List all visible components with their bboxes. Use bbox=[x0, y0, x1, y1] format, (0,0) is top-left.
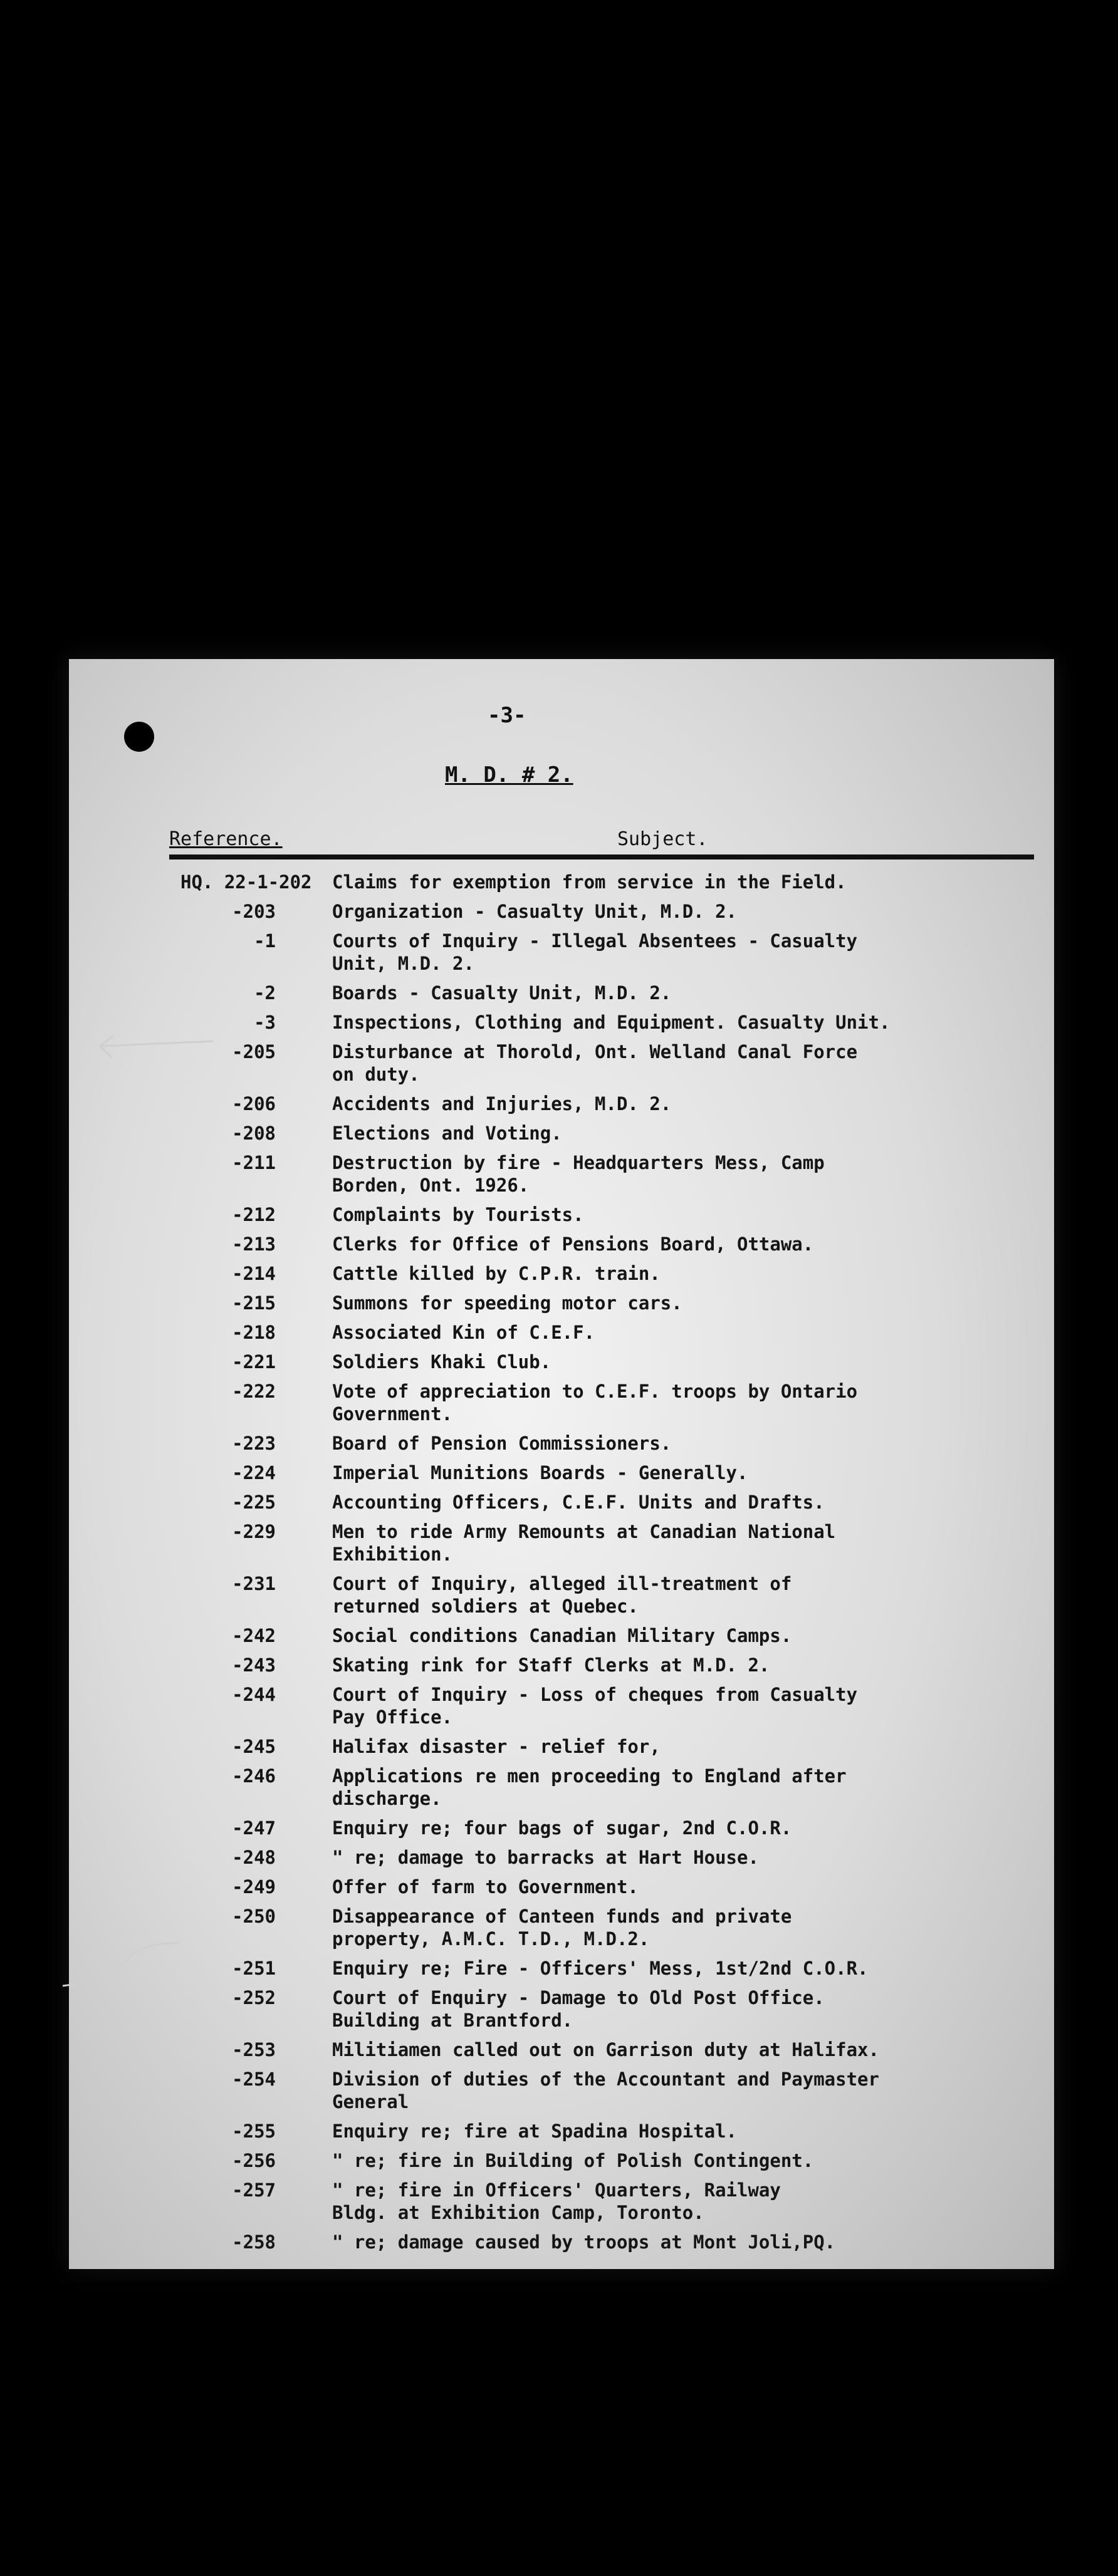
entry-reference: -212 bbox=[232, 1204, 276, 1225]
margin-pen-stroke bbox=[0, 1929, 188, 2005]
entry-subject: " re; damage caused by troops at Mont Joli,PQ. bbox=[332, 2231, 836, 2253]
entry-reference: -246 bbox=[232, 1765, 276, 1787]
entry-subject: Cattle killed by C.P.R. train. bbox=[332, 1263, 661, 1284]
entry-subject: Enquiry re; fire at Spadina Hospital. bbox=[332, 2121, 738, 2142]
list-item bbox=[69, 1093, 1054, 1115]
entry-subject: Imperial Munitions Boards - Generally. bbox=[332, 1462, 748, 1483]
entry-reference: -208 bbox=[232, 1123, 276, 1144]
entry-reference: -221 bbox=[232, 1351, 276, 1373]
subject-column-header: Subject. bbox=[617, 828, 708, 850]
entry-reference: -258 bbox=[232, 2231, 276, 2253]
entry-subject: " re; fire in Building of Polish Contingent. bbox=[332, 2150, 814, 2171]
list-item bbox=[69, 1432, 1054, 1455]
column-header-row bbox=[169, 828, 1015, 856]
entry-reference: -250 bbox=[232, 1906, 276, 1927]
entry-subject: Disturbance at Thorold, Ont. Welland Canal Force on duty. bbox=[332, 1041, 858, 1085]
list-item bbox=[69, 1351, 1054, 1373]
entry-reference: -211 bbox=[232, 1152, 276, 1173]
entry-reference: -225 bbox=[232, 1492, 276, 1513]
entry-subject: Accounting Officers, C.E.F. Units and Drafts. bbox=[332, 1492, 825, 1513]
entry-subject: Clerks for Office of Pensions Board, Ottawa. bbox=[332, 1233, 814, 1255]
entry-subject: Complaints by Tourists. bbox=[332, 1204, 584, 1225]
entry-subject: Boards - Casualty Unit, M.D. 2. bbox=[332, 982, 672, 1004]
entry-reference: -3 bbox=[254, 1012, 276, 1033]
entry-subject: Court of Enquiry - Damage to Old Post Office. Building at Brantford. bbox=[332, 1987, 825, 2031]
entry-reference: -2 bbox=[254, 982, 276, 1004]
entry-reference: -254 bbox=[232, 2069, 276, 2090]
entry-reference: -253 bbox=[232, 2039, 276, 2060]
list-item bbox=[69, 1987, 1054, 2032]
entry-list bbox=[69, 871, 1054, 2260]
list-item bbox=[69, 2149, 1054, 2172]
entry-reference: -223 bbox=[232, 1433, 276, 1454]
entry-subject: Court of Inquiry, alleged ill-treatment of returned soldiers at Quebec. bbox=[332, 1573, 792, 1617]
list-item bbox=[69, 1151, 1054, 1197]
list-item bbox=[69, 1122, 1054, 1145]
entry-subject: Accidents and Injuries, M.D. 2. bbox=[332, 1093, 672, 1114]
entry-reference: -249 bbox=[232, 1876, 276, 1898]
list-item bbox=[69, 1735, 1054, 1758]
entry-reference: -242 bbox=[232, 1625, 276, 1646]
list-item bbox=[69, 930, 1054, 975]
entry-reference: -248 bbox=[232, 1847, 276, 1868]
entry-reference: -205 bbox=[232, 1041, 276, 1062]
reference-column-header: Reference. bbox=[169, 828, 283, 850]
list-item bbox=[69, 1462, 1054, 1484]
list-item bbox=[69, 871, 1054, 893]
entry-reference: -224 bbox=[232, 1462, 276, 1483]
entry-subject: Applications re men proceeding to England after discharge. bbox=[332, 1765, 847, 1809]
list-item bbox=[69, 1624, 1054, 1647]
list-item bbox=[69, 1957, 1054, 1980]
entry-reference: -222 bbox=[232, 1381, 276, 1402]
header-rule bbox=[169, 854, 1034, 860]
entry-reference: -213 bbox=[232, 1233, 276, 1255]
entry-reference: -214 bbox=[232, 1263, 276, 1284]
district-title: M. D. # 2. bbox=[445, 762, 573, 787]
punch-hole bbox=[124, 722, 154, 752]
list-item bbox=[69, 1203, 1054, 1226]
list-item bbox=[69, 1817, 1054, 1839]
list-item bbox=[69, 1262, 1054, 1285]
list-item bbox=[69, 1572, 1054, 1618]
list-item bbox=[69, 900, 1054, 923]
entry-subject: Enquiry re; four bags of sugar, 2nd C.O.R. bbox=[332, 1817, 792, 1839]
entry-subject: Enquiry re; Fire - Officers' Mess, 1st/2nd C.O.R. bbox=[332, 1958, 869, 1979]
list-item bbox=[69, 2068, 1054, 2113]
entry-reference: -245 bbox=[232, 1736, 276, 1757]
entry-subject: Social conditions Canadian Military Camps. bbox=[332, 1625, 792, 1646]
list-item bbox=[69, 1491, 1054, 1514]
entry-subject: Destruction by fire - Headquarters Mess, Camp Borden, Ont. 1926. bbox=[332, 1152, 825, 1196]
list-item bbox=[69, 2120, 1054, 2142]
entry-subject: Claims for exemption from service in the Field. bbox=[332, 871, 847, 893]
list-item bbox=[69, 1905, 1054, 1950]
entry-reference: -229 bbox=[232, 1521, 276, 1542]
entry-subject: Board of Pension Commissioners. bbox=[332, 1433, 672, 1454]
list-item bbox=[69, 1380, 1054, 1425]
list-item bbox=[69, 1520, 1054, 1566]
list-item bbox=[69, 2179, 1054, 2224]
entry-subject: Militiamen called out on Garrison duty at Halifax. bbox=[332, 2039, 879, 2060]
entry-reference: -244 bbox=[232, 1684, 276, 1705]
entry-reference: -203 bbox=[232, 901, 276, 922]
entry-subject: Men to ride Army Remounts at Canadian National Exhibition. bbox=[332, 1521, 836, 1565]
list-item bbox=[69, 1846, 1054, 1869]
list-item bbox=[69, 1654, 1054, 1676]
list-item bbox=[69, 1876, 1054, 1898]
list-item bbox=[69, 1765, 1054, 1810]
entry-reference: -206 bbox=[232, 1093, 276, 1114]
entry-subject: Vote of appreciation to C.E.F. troops by Ontario Government. bbox=[332, 1381, 858, 1425]
entry-subject: Elections and Voting. bbox=[332, 1123, 562, 1144]
entry-reference: -1 bbox=[254, 930, 276, 952]
margin-arrow-mark bbox=[13, 1027, 219, 1065]
list-item bbox=[69, 1292, 1054, 1314]
list-item bbox=[69, 1321, 1054, 1344]
entry-reference: -215 bbox=[232, 1292, 276, 1314]
page-number: -3- bbox=[488, 703, 526, 728]
entry-subject: Inspections, Clothing and Equipment. Casualty Unit. bbox=[332, 1012, 891, 1033]
entry-subject: Disappearance of Canteen funds and private property, A.M.C. T.D., M.D.2. bbox=[332, 1906, 792, 1950]
entry-reference: -231 bbox=[232, 1573, 276, 1594]
entry-subject: Organization - Casualty Unit, M.D. 2. bbox=[332, 901, 738, 922]
entry-reference: -256 bbox=[232, 2150, 276, 2171]
entry-subject: Division of duties of the Accountant and Paymaster General bbox=[332, 2069, 879, 2112]
list-item bbox=[69, 982, 1054, 1004]
entry-reference: -255 bbox=[232, 2121, 276, 2142]
entry-subject: Soldiers Khaki Club. bbox=[332, 1351, 551, 1373]
entry-reference: -218 bbox=[232, 1322, 276, 1343]
entry-subject: Skating rink for Staff Clerks at M.D. 2. bbox=[332, 1654, 770, 1676]
entry-reference: HQ. 22-1-202 bbox=[180, 871, 312, 893]
entry-subject: Courts of Inquiry - Illegal Absentees - Casualty Unit, M.D. 2. bbox=[332, 930, 858, 974]
list-item bbox=[69, 1233, 1054, 1255]
list-item bbox=[69, 1683, 1054, 1728]
list-item bbox=[69, 2038, 1054, 2061]
entry-subject: Offer of farm to Government. bbox=[332, 1876, 639, 1898]
entry-subject: Halifax disaster - relief for, bbox=[332, 1736, 661, 1757]
entry-reference: -257 bbox=[232, 2179, 276, 2201]
entry-reference: -247 bbox=[232, 1817, 276, 1839]
entry-subject: Court of Inquiry - Loss of cheques from Casualty Pay Office. bbox=[332, 1684, 858, 1728]
entry-reference: -252 bbox=[232, 1987, 276, 2008]
entry-subject: " re; fire in Officers' Quarters, Railway Bldg. at Exhibition Camp, Toronto. bbox=[332, 2179, 781, 2223]
entry-subject: Summons for speeding motor cars. bbox=[332, 1292, 682, 1314]
entry-reference: -243 bbox=[232, 1654, 276, 1676]
entry-subject: " re; damage to barracks at Hart House. bbox=[332, 1847, 759, 1868]
entry-subject: Associated Kin of C.E.F. bbox=[332, 1322, 595, 1343]
document-page bbox=[69, 659, 1054, 2269]
entry-reference: -251 bbox=[232, 1958, 276, 1979]
list-item bbox=[69, 2231, 1054, 2253]
